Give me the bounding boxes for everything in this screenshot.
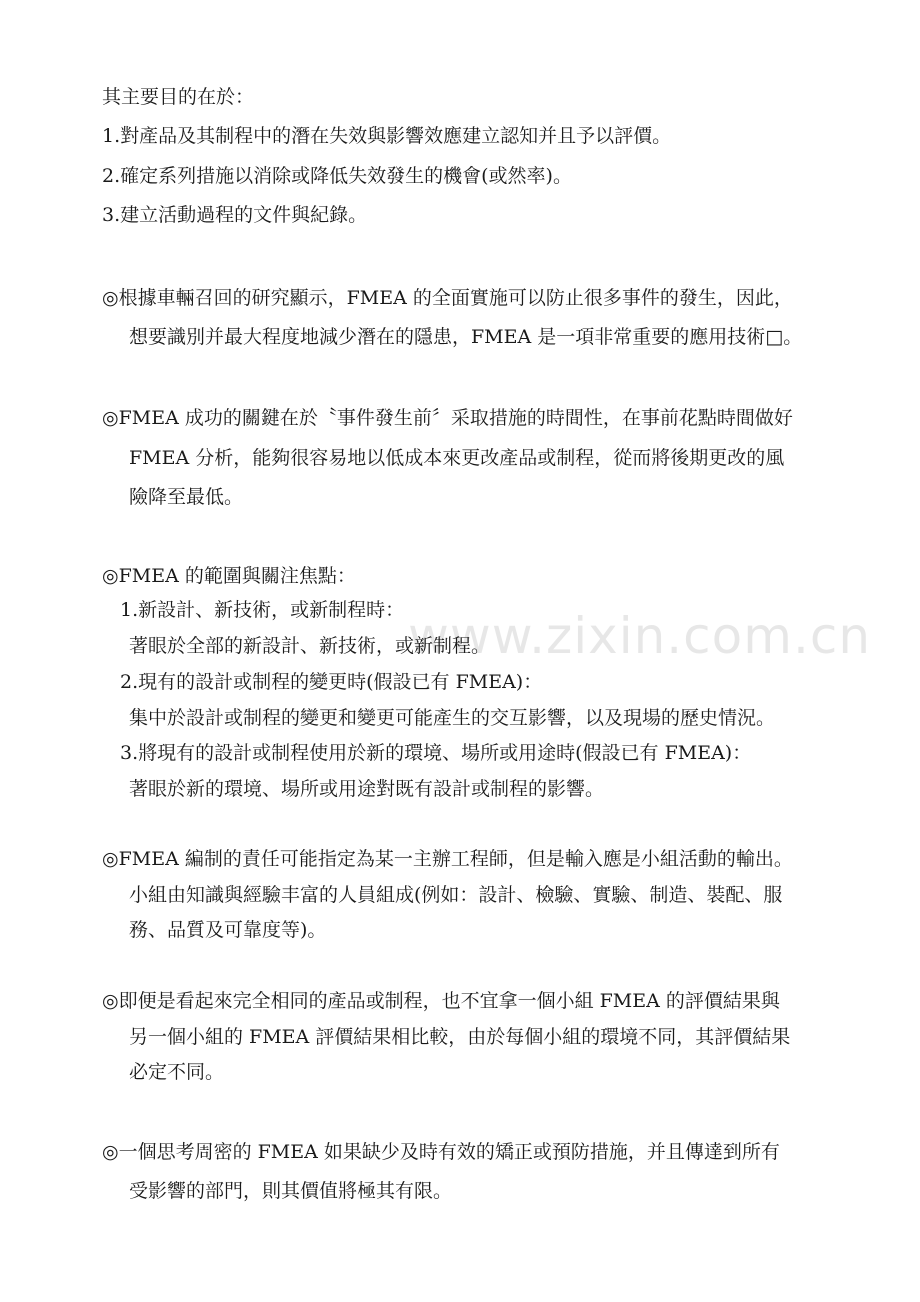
paragraph-line: FMEA 分析，能夠很容易地以低成本來更改產品或制程，從而將後期更改的風: [129, 447, 785, 469]
scope-detail: 著眼於新的環境、場所或用途對既有設計或制程的影響。: [129, 778, 605, 800]
intro-item: 3.建立活動過程的文件與紀錄。: [102, 204, 368, 226]
paragraph-line: 小組由知識與經驗丰富的人員組成(例如：設計、檢驗、實驗、制造、裝配、服: [129, 884, 783, 906]
paragraph-line: 必定不同。: [129, 1061, 225, 1083]
scope-item: 2.現有的設計或制程的變更時(假設已有 FMEA)：: [120, 671, 543, 693]
paragraph-line: 險降至最低。: [129, 486, 244, 508]
paragraph-line: ◎FMEA 成功的關鍵在於〝事件發生前〞采取措施的時間性，在事前花點時間做好: [102, 407, 793, 429]
paragraph-line: ◎一個思考周密的 FMEA 如果缺少及時有效的矯正或預防措施，并且傳達到所有: [102, 1141, 780, 1163]
scope-detail: 著眼於全部的新設計、新技術，或新制程。: [129, 635, 491, 657]
intro-item: 2.確定系列措施以消除或降低失效發生的機會(或然率)。: [102, 165, 572, 187]
intro-heading: 其主要目的在於：: [102, 86, 255, 108]
paragraph-line: 受影響的部門，則其價值將極其有限。: [129, 1180, 453, 1202]
paragraph-line: ◎根據車輛召回的研究顯示，FMEA 的全面實施可以防止很多事件的發生，因此，: [102, 287, 793, 309]
paragraph-line: 想要識別并最大程度地減少潛在的隱患，FMEA 是一項非常重要的應用技術□。: [129, 326, 803, 348]
scope-item: 1.新設計、新技術，或新制程時：: [120, 599, 405, 621]
paragraph-line: ◎FMEA 的範圍與關注焦點：: [102, 565, 356, 587]
scope-detail: 集中於設計或制程的變更和變更可能產生的交互影響，以及現場的歷史情況。: [129, 707, 776, 729]
paragraph-line: ◎即便是看起來完全相同的產品或制程，也不宜拿一個小組 FMEA 的評價結果與: [102, 990, 780, 1012]
paragraph-line: 務、品質及可靠度等)。: [129, 919, 327, 941]
paragraph-line: 另一個小組的 FMEA 評價結果相比較，由於每個小組的環境不同，其評價結果: [129, 1026, 791, 1048]
watermark: www.zixin.com.cn: [408, 607, 872, 665]
paragraph-line: ◎FMEA 編制的責任可能指定為某一主辦工程師，但是輸入應是小組活動的輸出。: [102, 848, 793, 870]
scope-item: 3.將現有的設計或制程使用於新的環境、場所或用途時(假設已有 FMEA)：: [120, 742, 752, 764]
intro-item: 1.對產品及其制程中的潛在失效與影響效應建立認知并且予以評價。: [102, 125, 672, 147]
